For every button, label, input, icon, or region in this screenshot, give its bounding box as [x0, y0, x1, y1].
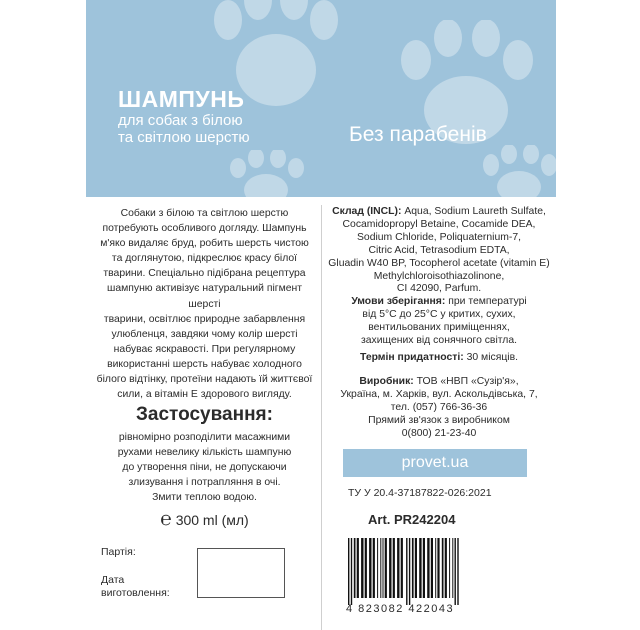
barcode-bar — [423, 538, 425, 598]
description-line: шампуню активізує натуральний пігмент шерсті — [106, 283, 303, 310]
barcode-bar — [361, 538, 363, 598]
barcode-bar — [373, 538, 375, 598]
description-line: Собаки з білою та світлою шерстю — [120, 208, 289, 219]
paraben-free-claim: Без парабенів — [349, 123, 487, 146]
website-badge: provet.ua — [343, 449, 527, 477]
description-text — [94, 206, 315, 402]
description-line: улюбленця, завдяки чому колір шерсті — [111, 328, 298, 340]
barcode-bar — [380, 538, 381, 598]
header-banner — [86, 0, 556, 197]
barcode-digits: 4 823082 422043 — [346, 603, 455, 615]
barcode-bar — [457, 538, 458, 605]
application-text — [94, 430, 315, 505]
description-line: сили, а вітамін Е здорового вигляду. — [117, 389, 292, 401]
manufacturer-name: ТОВ «НВП «Сузір'я», — [416, 376, 519, 387]
application-line: рівномірно розподілити масажними — [118, 432, 291, 443]
shelf-life-label: Термін придатності: — [359, 352, 464, 363]
shelf-life — [328, 352, 550, 365]
product-subtitle-1: для собак з білою — [118, 112, 243, 129]
barcode-bar — [389, 538, 391, 598]
barcode-bar — [431, 538, 433, 598]
estimated-sign-icon: ℮ — [160, 509, 172, 530]
product-subtitle-2: та світлою шерстю — [118, 129, 250, 146]
application-title: Застосування: — [136, 404, 273, 425]
barcode-bar — [393, 538, 395, 598]
manufacturer-line: тел. (057) 766-36-36 — [390, 401, 488, 413]
product-title: ШАМПУНЬ — [118, 86, 245, 112]
storage-block — [328, 296, 550, 348]
barcode-bar — [437, 538, 439, 598]
barcode-bar — [449, 538, 450, 598]
description-line: м'яко видаляє бруд, робить шерсть чистою — [100, 238, 309, 250]
description-line: використанні шерсть набуває холодного — [107, 358, 302, 370]
barcode-bar — [351, 538, 352, 605]
barcode — [342, 538, 538, 616]
storage-line: від 5°С до 25°С у критих, сухих, — [362, 308, 516, 320]
composition-line: Methylchloroisothiazolinone, — [373, 270, 505, 282]
paw-icon — [226, 150, 306, 197]
manufacturer-block — [328, 376, 550, 441]
barcode-bar — [348, 538, 349, 605]
barcode-bar — [419, 538, 421, 598]
product-title-block — [118, 86, 250, 146]
description-line: набуває яскравості. При регулярному — [113, 343, 296, 355]
barcode-bar — [455, 538, 456, 605]
tu-standard: ТУ У 20.4-37187822-026:2021 — [348, 487, 492, 499]
barcode-bar — [415, 538, 417, 598]
description-line: тварини. Спеціально підібрана рецептура — [103, 268, 306, 280]
barcode-bars — [342, 538, 538, 605]
manufacture-date-label-line: виготовлення: — [101, 587, 170, 599]
barcode-bar — [435, 538, 436, 598]
storage-text: при температурі — [448, 296, 527, 307]
batch-date-box — [197, 548, 285, 598]
composition-label: Склад (INCL): — [332, 206, 402, 217]
manufacture-date-label-line: Дата — [101, 574, 125, 586]
volume-mark — [94, 509, 315, 531]
manufacturer-line: 0(800) 21-23-40 — [401, 427, 477, 439]
product-label — [86, 0, 556, 630]
manufacturer-label: Виробник: — [359, 376, 414, 387]
description-line: тварини, освітлює природне забарвлення — [103, 313, 306, 325]
barcode-bar — [383, 538, 384, 598]
barcode-bar — [377, 538, 378, 598]
application-line: Змити теплою водою. — [152, 492, 257, 504]
barcode-bar — [369, 538, 371, 598]
composition-line: Cocamidopropyl Betaine, Cocamide DEA, — [342, 218, 536, 230]
composition-line: Sodium Chloride, Poliquaternium-7, — [356, 231, 522, 243]
article-number: Art. PR242204 — [368, 512, 456, 527]
barcode-bar — [445, 538, 447, 598]
composition-line: Citric Acid, Tetrasodium EDTA, — [368, 244, 510, 256]
barcode-bar — [357, 538, 359, 598]
barcode-bar — [442, 538, 444, 598]
barcode-bar — [409, 538, 410, 605]
composition-line: CI 42090, Parfum. — [396, 283, 482, 295]
description-line: та доглянутою, підкреслює красу білої — [111, 253, 298, 265]
description-line: потребують особливого догляду. Шампунь — [102, 223, 307, 235]
manufacturer-line: Прямий зв'язок з виробником — [368, 414, 510, 426]
barcode-bar — [406, 538, 407, 605]
barcode-bar — [401, 538, 403, 598]
volume-value: 300 ml (мл) — [175, 512, 249, 528]
composition-line: Gluadin W40 BP, Tocopherol acetate (vitamin E) — [328, 257, 550, 269]
batch-label: Партія: — [101, 546, 136, 558]
application-line: рухами невелику кількість шампуню — [117, 447, 292, 459]
barcode-bar — [365, 538, 367, 598]
composition-text: Aqua, Sodium Laureth Sulfate, — [404, 206, 546, 217]
barcode-bar — [412, 538, 414, 598]
barcode-bar — [452, 538, 453, 598]
barcode-bar — [427, 538, 429, 598]
storage-line: захищених від сонячного світла. — [360, 334, 518, 346]
application-line: злизування і потрапляння в очі. — [128, 477, 281, 489]
composition-block — [328, 206, 550, 296]
barcode-bar — [354, 538, 356, 598]
storage-line: вентильованих приміщеннях, — [368, 321, 510, 333]
application-line: до утворення піни, не допускаючи — [122, 462, 287, 474]
paw-icon — [481, 145, 556, 197]
storage-label: Умови зберігання: — [351, 296, 446, 307]
manufacture-date-label — [101, 574, 170, 600]
shelf-life-value: 30 місяців. — [466, 352, 518, 363]
description-line: білого відтінку, протеїни надають їй життєвої — [96, 374, 313, 386]
column-divider — [321, 205, 322, 630]
barcode-bar — [397, 538, 399, 598]
manufacturer-line: Україна, м. Харків, вул. Аскольдівська, 7, — [340, 388, 538, 400]
barcode-bar — [385, 538, 387, 598]
